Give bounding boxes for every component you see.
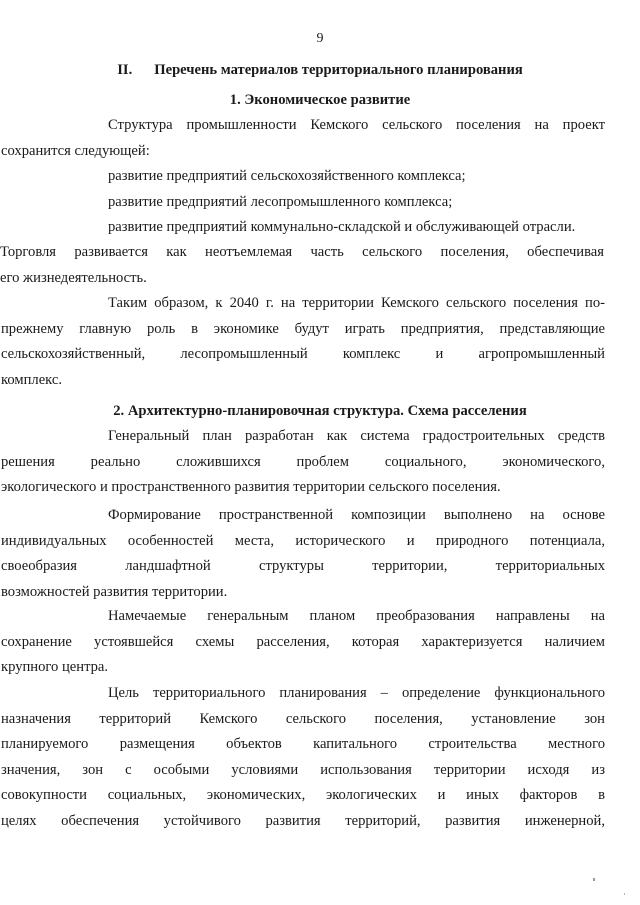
list-enterprises xyxy=(108,164,605,241)
text-line: совокупности социальных, экономических, экологических и иных факторов в xyxy=(1,787,605,803)
paragraph-planning-goal xyxy=(1,681,605,834)
subsection-heading-architecture: 2. Архитектурно-планировочная структура. Схема расселения xyxy=(113,403,527,419)
paragraph-spatial-composition xyxy=(1,503,605,605)
text-line: экологического и пространственного развития территории сельского поселения. xyxy=(1,479,501,495)
list-item: развитие предприятий лесопромышленного комплекса; xyxy=(108,193,453,210)
text-line: возможностей развития территории. xyxy=(1,583,228,600)
scan-speck xyxy=(624,893,625,895)
text-line: индивидуальных особенностей места, исторического и природного потенциала, xyxy=(1,532,605,549)
text-line: Генеральный план разработан как система градостроительных средств xyxy=(108,428,605,444)
text-line: решения реально сложившихся проблем социального, экономического, xyxy=(1,453,605,470)
text-line: Намечаемые генеральным планом преобразования направлены на xyxy=(108,608,605,624)
scan-speck xyxy=(593,878,595,881)
text-line: Структура промышленности Кемского сельского поселения на проект xyxy=(108,117,605,133)
text-line: его жизнедеятельность. xyxy=(0,269,147,286)
text-line: сохранение устоявшейся схемы расселения, которая характеризуется наличием xyxy=(1,633,605,650)
text-line: Торговля развивается как неотъемлемая часть сельского поселения, обеспечивая xyxy=(0,244,604,260)
text-line: своеобразия ландшафтной структуры территории, территориальных xyxy=(1,558,605,574)
paragraph-trade xyxy=(0,240,604,291)
text-line: целях обеспечения устойчивого развития территорий, развития инженерной, xyxy=(1,812,605,829)
text-line: Формирование пространственной композиции выполнено на основе xyxy=(108,507,605,523)
text-line: сельскохозяйственный, лесопромышленный комплекс и агропромышленный xyxy=(1,346,605,362)
text-line: сохранится следующей: xyxy=(1,142,150,159)
text-line: назначения территорий Кемского сельского поселения, установление зон xyxy=(1,710,605,727)
section-heading xyxy=(0,62,640,79)
page-number: 9 xyxy=(316,31,324,46)
paragraph-industry-structure xyxy=(1,113,605,164)
list-item: развитие предприятий коммунально-складской и обслуживающей отрасли. xyxy=(108,219,576,235)
list-item: развитие предприятий сельскохозяйственного комплекса; xyxy=(108,168,466,184)
paragraph-general-plan xyxy=(1,424,605,501)
text-line: значения, зон с особыми условиями использования территории исходя из xyxy=(1,761,605,778)
text-line: крупного центра. xyxy=(1,659,109,675)
subsection-heading-economic: 1. Экономическое развитие xyxy=(229,92,411,108)
text-line: планируемого размещения объектов капитального строительства местного xyxy=(1,736,605,752)
text-line: комплекс. xyxy=(1,371,63,388)
text-line: Цель территориального планирования – определение функционального xyxy=(108,685,605,701)
text-line: прежнему главную роль в экономике будут играть предприятия, представляющие xyxy=(1,320,605,337)
paragraph-conclusion-2040 xyxy=(1,291,605,393)
section-title: Перечень материалов территориального планирования xyxy=(154,62,523,78)
section-numeral: II. xyxy=(117,62,133,78)
text-line: Таким образом, к 2040 г. на территории Кемского сельского поселения по- xyxy=(108,295,605,311)
paragraph-settlement-scheme xyxy=(1,604,605,681)
